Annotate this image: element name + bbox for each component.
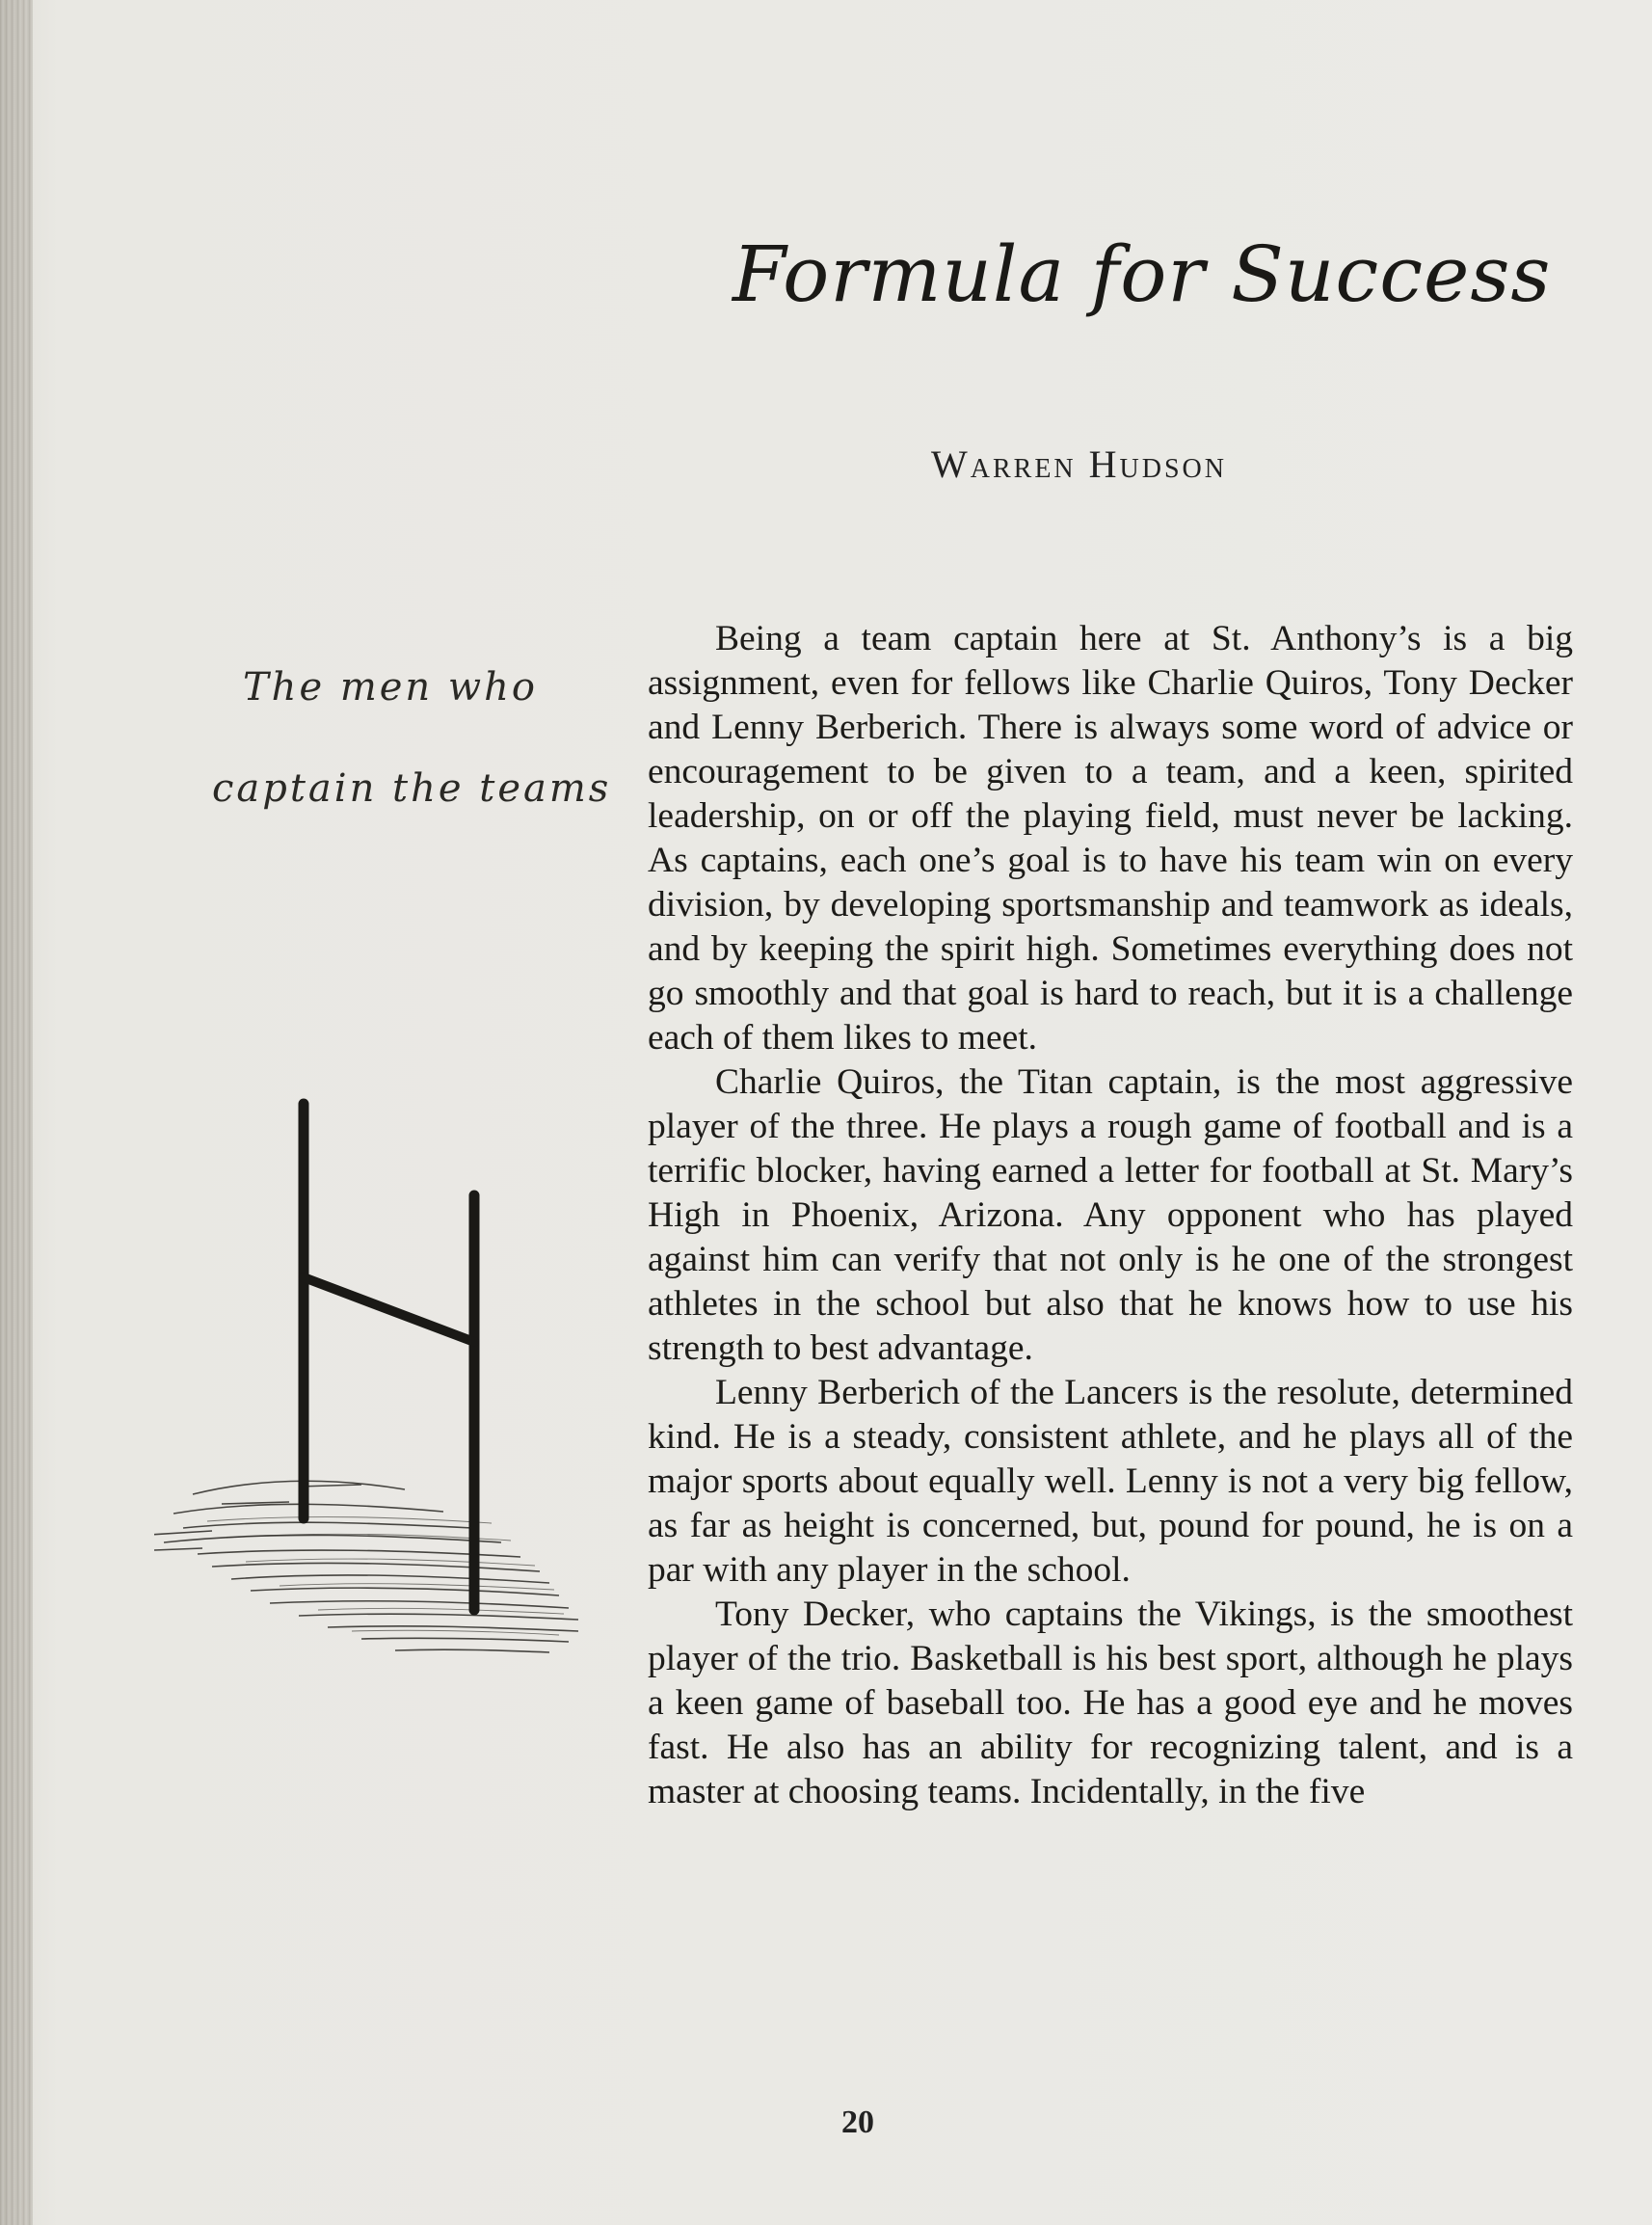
article-title: Formula for Success [733,229,1552,319]
article-paragraph-1: Being a team captain here at St. Anthony’s is a big assignment, even for fellows like Charlie Quiros, Tony Decker and Lenny Berberich. There is always some word of advice or encouragement to be given to a team, and a keen, spirited leadership, on or off the playing field, must never be lacking. As captains, each one’s goal is to have his team win on every division, by developing sportsmanship and teamwork as ideals, and by keeping the spirit high. Sometimes everything does not go smoothly and that goal is hard to reach, but it is a challenge each of them likes to meet. [648,619,1573,1058]
book-spine-edge [0,0,33,2225]
article-body [648,617,1573,1814]
article-author: Warren Hudson [931,442,1227,486]
article-paragraph-3: Lenny Berberich of the Lancers is the resolute, determined kind. He is a steady, consistent athlete, and he plays all of the major sports about equally well. Lenny is not a very big fellow, as far as height is concerned, but, pound for pound, he is on a par with any player in the school. [648,1373,1573,1590]
article-paragraph-2: Charlie Quiros, the Titan captain, is the most aggressive player of the three. He plays a rough game of football and is a terrific blocker, having earned a letter for football at St. Mary’s High in Phoenix, Arizona. Any opponent who has played against him can verify that not only is he one of the strongest athletes in the school but also that he knows how to use his strength to best advantage. [648,1062,1573,1368]
goalpost-icon [154,1089,598,1687]
sidenote-line-2: captain the teams [212,766,612,811]
sidenote-line-1: The men who [243,665,538,710]
page-number: 20 [841,2104,874,2140]
article-paragraph-4: Tony Decker, who captains the Vikings, is the smoothest player of the trio. Basketball is his best sport, although he plays a keen game of baseball too. He has a good eye and he moves fast. He also has an ability for recognizing talent, and is a master at choosing teams. Incidentally, in the five [648,1595,1573,1811]
